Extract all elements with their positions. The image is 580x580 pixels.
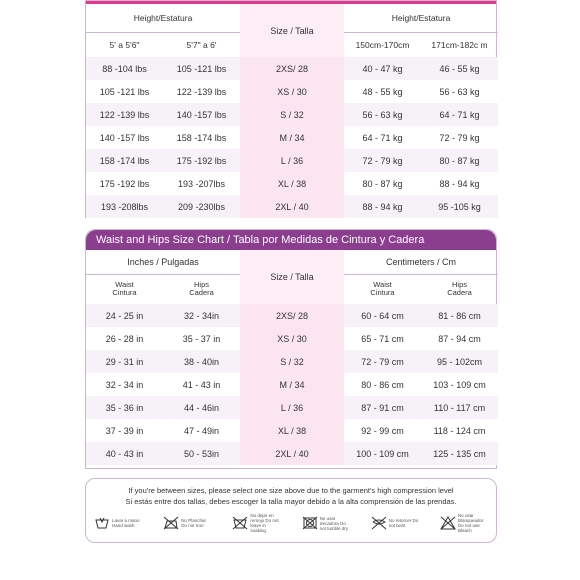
size-header: Size / Talla	[240, 250, 344, 304]
care-label: Lavar a mano Hand wash	[112, 518, 140, 528]
care-item	[371, 513, 419, 533]
size-note-box	[85, 478, 497, 543]
measure-cell: 158 -174 lbs	[163, 126, 240, 149]
size-cell: L / 36	[240, 149, 344, 172]
measure-cell: 158 -174 lbs	[86, 149, 163, 172]
inches-header: Inches / Pulgadas	[86, 250, 240, 274]
no-soak-icon	[232, 516, 248, 530]
size-cell: S / 32	[240, 350, 344, 373]
height-metric-header: Height/Estatura	[344, 4, 498, 32]
measure-cell: 72 - 79 kg	[421, 126, 498, 149]
measure-cell: 29 - 31 in	[86, 350, 163, 373]
measure-cell: 92 - 99 cm	[344, 419, 421, 442]
measure-cell: 209 -230lbs	[163, 195, 240, 218]
height-table	[86, 4, 498, 218]
height-size-chart	[85, 0, 497, 218]
care-label: No usar Secadora Do not tumble dry	[319, 515, 349, 531]
care-label: No Planchar Do not Iron	[181, 518, 206, 528]
table-row	[86, 126, 498, 149]
measure-cell: 193 -207lbs	[163, 172, 240, 195]
table-row	[86, 373, 498, 396]
sub-header: 150cm-170cm	[355, 39, 410, 50]
size-cell: XS / 30	[240, 327, 344, 350]
care-item	[163, 513, 211, 533]
measure-cell: 65 - 71 cm	[344, 327, 421, 350]
measure-cell: 125 - 135 cm	[421, 442, 498, 465]
size-header: Size / Talla	[240, 4, 344, 57]
size-cell: M / 34	[240, 126, 344, 149]
care-label: No dejar en remojo Do not leave in soaking	[250, 513, 279, 533]
waist-chart-banner: Waist and Hips Size Chart / Tabla por Medidas de Cintura y Cadera	[86, 230, 496, 250]
care-item	[94, 513, 142, 533]
measure-cell: 140 -157 lbs	[163, 103, 240, 126]
measure-cell: 41 - 43 in	[163, 373, 240, 396]
table-row	[86, 350, 498, 373]
note-spanish: Si estás entre dos tallas, debes escoger la talla mayor debido a la alta comprensión de las prendas.	[125, 497, 457, 506]
size-cell: 2XS/ 28	[240, 57, 344, 80]
measure-cell: 88 - 94 kg	[344, 195, 421, 218]
measure-cell: 122 -139 lbs	[86, 103, 163, 126]
size-cell: XL / 38	[240, 172, 344, 195]
measure-cell: 80 - 87 kg	[421, 149, 498, 172]
measure-cell: 175 -192 lbs	[163, 149, 240, 172]
measure-cell: 87 - 94 cm	[421, 327, 498, 350]
care-label: No usar Blanqueador Do not use Bleach	[457, 513, 484, 533]
measure-cell: 80 - 86 cm	[344, 373, 421, 396]
waist-table	[86, 250, 498, 465]
measure-cell: 64 - 71 kg	[344, 126, 421, 149]
measure-cell: 95 - 102cm	[421, 350, 498, 373]
size-cell: 2XL / 40	[240, 195, 344, 218]
measure-cell: 88 -104 lbs	[86, 57, 163, 80]
sub-header: 171cm-182c m	[431, 39, 488, 50]
size-cell: XL / 38	[240, 419, 344, 442]
hand-wash-icon	[94, 516, 110, 530]
measure-cell: 81 - 86 cm	[421, 304, 498, 327]
care-item	[302, 513, 350, 533]
measure-cell: 32 - 34in	[163, 304, 240, 327]
size-cell: 2XS/ 28	[240, 304, 344, 327]
measure-cell: 37 - 39 in	[86, 419, 163, 442]
size-cell: S / 32	[240, 103, 344, 126]
sub-header: 5' a 5'6"	[109, 39, 140, 50]
measure-cell: 56 - 63 kg	[344, 103, 421, 126]
care-instructions	[94, 513, 488, 533]
measure-cell: 38 - 40in	[163, 350, 240, 373]
measure-cell: 122 -139 lbs	[163, 80, 240, 103]
measure-cell: 110 - 117 cm	[421, 396, 498, 419]
measure-cell: 175 -192 lbs	[86, 172, 163, 195]
size-cell: XS / 30	[240, 80, 344, 103]
measure-cell: 35 - 36 in	[86, 396, 163, 419]
measure-cell: 80 - 87 kg	[344, 172, 421, 195]
table-row	[86, 419, 498, 442]
size-cell: L / 36	[240, 396, 344, 419]
measure-cell: 26 - 28 in	[86, 327, 163, 350]
table-row	[86, 149, 498, 172]
waist-inch-header: Waist Cintura	[112, 280, 137, 298]
hips-cm-header: Hips Cadera	[447, 280, 472, 298]
measure-cell: 105 -121 lbs	[163, 57, 240, 80]
accent-bar	[86, 1, 496, 4]
measure-cell: 140 -157 lbs	[86, 126, 163, 149]
measure-cell: 64 - 71 kg	[421, 103, 498, 126]
measure-cell: 24 - 25 in	[86, 304, 163, 327]
table-row	[86, 195, 498, 218]
measure-cell: 46 - 55 kg	[421, 57, 498, 80]
measure-cell: 56 - 63 kg	[421, 80, 498, 103]
measure-cell: 48 - 55 kg	[344, 80, 421, 103]
measure-cell: 103 - 109 cm	[421, 373, 498, 396]
measure-cell: 88 - 94 kg	[421, 172, 498, 195]
measure-cell: 87 - 91 cm	[344, 396, 421, 419]
measure-cell: 44 - 46in	[163, 396, 240, 419]
table-row	[86, 327, 498, 350]
table-row	[86, 396, 498, 419]
no-bleach-icon	[440, 516, 456, 530]
no-iron-icon	[163, 516, 179, 530]
measure-cell: 50 - 53in	[163, 442, 240, 465]
no-twist-icon	[371, 516, 387, 530]
measure-cell: 40 - 43 in	[86, 442, 163, 465]
height-imperial-header: Height/Estatura	[86, 4, 240, 32]
care-item	[232, 513, 280, 533]
size-cell: M / 34	[240, 373, 344, 396]
measure-cell: 95 -105 kg	[421, 195, 498, 218]
no-tumble-dry-icon	[302, 516, 318, 530]
measure-cell: 105 -121 lbs	[86, 80, 163, 103]
waist-cm-header: Waist Cintura	[370, 280, 395, 298]
waist-hips-size-chart	[85, 229, 497, 469]
note-english: If you're between sizes, please select one size above due to the garment's high compression level	[128, 486, 454, 495]
table-row	[86, 172, 498, 195]
sub-header: 5'7" a 6'	[186, 39, 217, 50]
measure-cell: 72 - 79 cm	[344, 350, 421, 373]
measure-cell: 40 - 47 kg	[344, 57, 421, 80]
measure-cell: 47 - 49in	[163, 419, 240, 442]
measure-cell: 32 - 34 in	[86, 373, 163, 396]
measure-cell: 35 - 37 in	[163, 327, 240, 350]
table-row	[86, 304, 498, 327]
table-row	[86, 442, 498, 465]
hips-inch-header: Hips Cadera	[189, 280, 214, 298]
care-item	[440, 513, 488, 533]
measure-cell: 118 - 124 cm	[421, 419, 498, 442]
size-cell: 2XL / 40	[240, 442, 344, 465]
measure-cell: 100 - 109 cm	[344, 442, 421, 465]
table-row	[86, 103, 498, 126]
table-row	[86, 57, 498, 80]
measure-cell: 60 - 64 cm	[344, 304, 421, 327]
measure-cell: 72 - 79 kg	[344, 149, 421, 172]
table-row	[86, 80, 498, 103]
care-label: No retorcer Do not twist	[388, 518, 419, 528]
centimeters-header: Centimeters / Cm	[344, 250, 498, 274]
measure-cell: 193 -208lbs	[86, 195, 163, 218]
